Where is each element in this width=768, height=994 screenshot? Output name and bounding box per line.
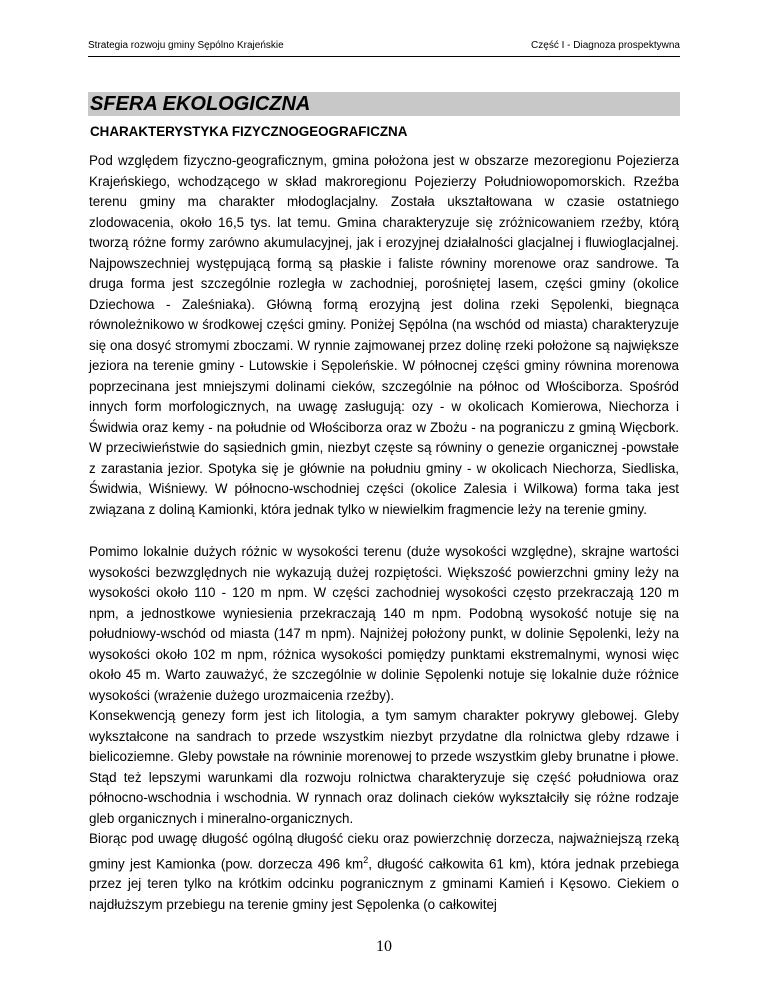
superscript-2: 2 — [363, 854, 369, 865]
header-divider — [88, 56, 680, 57]
body-text — [89, 151, 679, 915]
page-header — [88, 40, 680, 52]
section-title: SFERA EKOLOGICZNA — [88, 92, 680, 116]
header-left-text: Strategia rozwoju gminy Sępólno Krajeńskie — [88, 40, 284, 51]
paragraph-3: Konsekwencją genezy form jest ich litologia, a tym samym charakter pokrywy glebowej. Gleby wykształcone na sandrach to przede wszystkim niezbyt przydatne dla rolnictwa gleby rdzawe i bielicoziemne. Gleby powstałe na równinie morenowej to przede wszystkim gleby brunatne i płowe. Stąd też lepszymi warunkami dla rozwoju rolnictwa charakteryzuje się część południowa oraz północno-wschodnia i wschodnia. W rynnach oraz dolinach cieków wykształciły się różne rodzaje gleb organicznych i mineralno-organicznych. — [89, 708, 679, 826]
paragraph-4-text-b: , długość całkowita 61 km), która jednak przebiega przez jej teren tylko na krótkim odcinku pogranicznym z gminami Kamień i Kęsowo. Ciekiem o najdłuższym przebiegu na terenie gminy jest Sępolenka (o całkowitej — [89, 855, 679, 912]
paragraph-2: Pomimo lokalnie dużych różnic w wysokości terenu (duże wysokości względne), skrajne wartości wysokości bezwzględnych nie wykazują dużej rozpiętości. Większość powierzchni gminy leży na wysokości około 110 - 120 m npm. W części zachodniej wysokości często przekraczają 120 m npm, a jednostkowe wyniesienia przekraczają 140 m npm. Podobną wysokość notuje się na południowy-wschód od miasta (147 m npm). Najniżej położony punkt, w dolinie Sępolenki, leży na wysokości około 102 m npm, różnica wysokości pomiędzy punktami ekstremalnymi, wynosi więc około 45 m. Warto zauważyć, że szczególnie w dolinie Sępolenki notuje się lokalnie duże różnice wysokości (wrażenie dużego urozmaicenia rzeźby). — [89, 544, 679, 703]
page-number: 10 — [376, 938, 392, 955]
subsection-title: CHARAKTERYSTYKA FIZYCZNOGEOGRAFICZNA — [90, 124, 408, 139]
paragraph-4 — [89, 829, 679, 915]
paragraph-4-text-a: Biorąc pod uwagę długość ogólną długość cieku oraz powierzchnię dorzecza, najważniejszą rzeką gminy jest Kamionka (pow. dorzecza 496 km — [89, 831, 679, 871]
header-right-text: Część I - Diagnoza prospektywna — [531, 40, 680, 51]
paragraph-1: Pod względem fizyczno-geograficznym, gmina położona jest w obszarze mezoregionu Pojezierza Krajeńskiego, wchodzącego w skład makroregionu Pojezierzy Południowopomorskich. Rzeźba terenu gminy ma charakter młodoglacjalny. Została ukształtowana w czasie ostatniego zlodowacenia, około 16,5 tys. lat temu. Gmina charakteryzuje się zróżnicowaniem rzeźby, którą tworzą różne formy zarówno akumulacyjnej, jak i erozyjnej działalności glacjalnej i fluwioglacjalnej. Najpowszechniej występującą formą są płaskie i faliste równiny morenowe oraz sandrowe. Ta druga forma jest szczególnie rozległa w zachodniej, porośniętej lasem, części gminy (okolice Dziechowa - Zaleśniaka). Główną formą erozyjną jest dolina rzeki Sępolenki, biegnąca równoleżnikowo w środkowej części gminy. Poniżej Sępólna (na wschód od miasta) charakteryzuje się ona dosyć stromymi zboczami. W rynnie zajmowanej przez dolinę rzeki położone są największe jeziora na terenie gminy - Lutowskie i Sępoleńskie. W północnej części gminy równina morenowa poprzecinana jest mniejszymi dolinami cieków, szczególnie na północ od Włościborza. Spośród innych form morfologicznych, na uwagę zasługują: ozy - w okolicach Komierowa, Niechorza i Świdwia oraz kemy - na południe od Włościborza oraz w Zbożu - na pograniczu z gminą Więcbork. W przeciwieństwie do sąsiednich gmin, niezbyt częste są równiny o genezie organicznej -powstałe z zarastania jezior. Spotyka się je głównie na południu gminy - w okolicach Niechorza, Siedliska, Świdwia, Wiśniewy. W północno-wschodniej części (okolice Zalesia i Wilkowa) forma taka jest związana z doliną Kamionki, która jednak tylko w niewielkim fragmencie leży na terenie gminy. — [89, 153, 679, 517]
